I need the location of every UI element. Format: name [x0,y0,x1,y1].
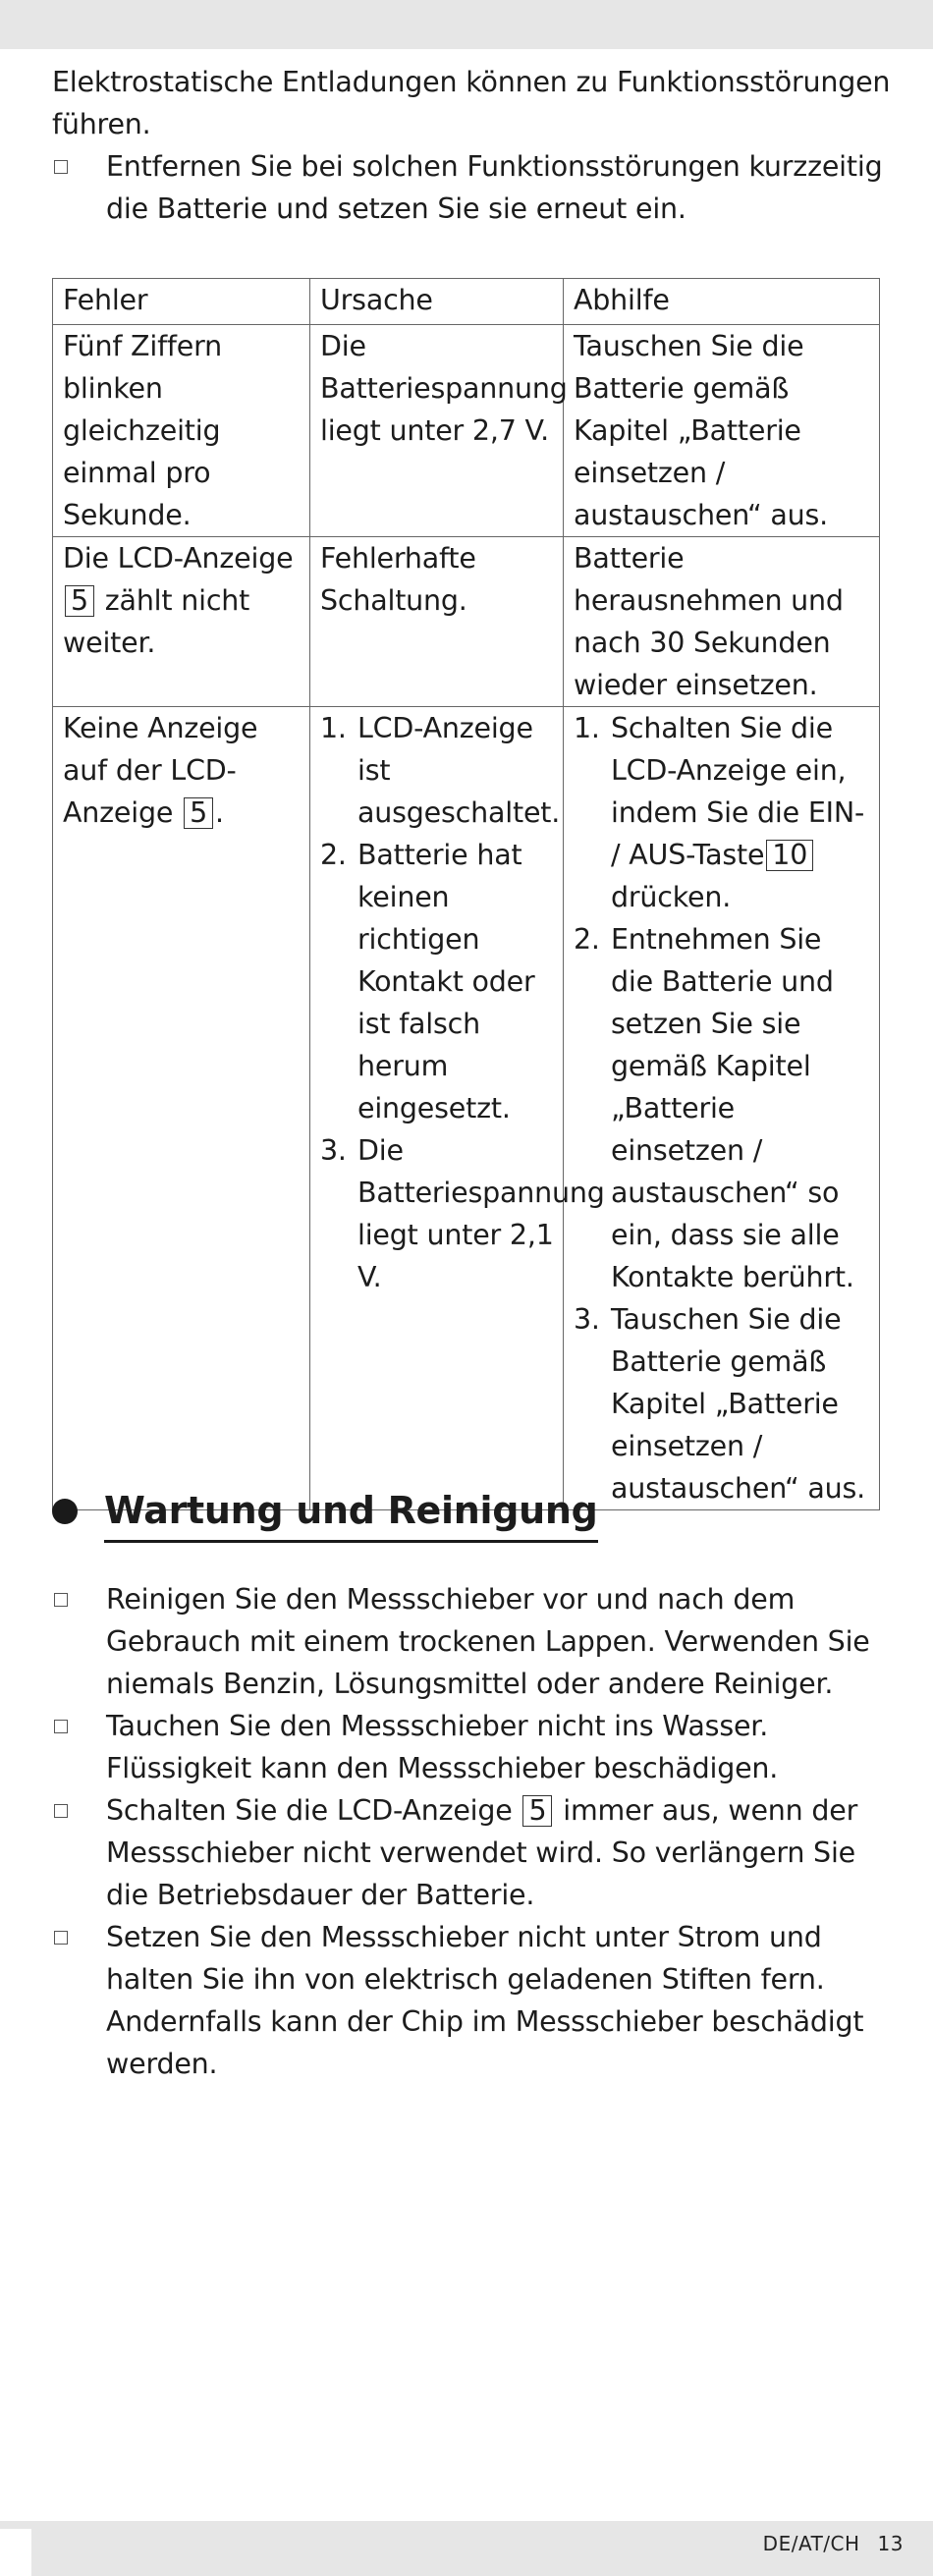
cell-fehler [53,707,310,1510]
footer-region-label: DE/AT/CH [762,2532,860,2555]
list-number: 1. [320,712,347,744]
section-title: Wartung und Reinigung [104,1481,598,1543]
list-number: 3. [574,1303,600,1336]
list-item [320,1129,605,1298]
intro-bullet [52,145,897,230]
list-number: 1. [574,712,600,744]
top-band [0,0,933,49]
maintenance-list [52,1578,877,2085]
table-row [53,537,880,707]
list-item [320,707,561,834]
list-item [574,918,871,1298]
list-item [52,1705,877,1789]
list-text: LCD-Anzeige ist ausgeschaltet. [357,712,561,829]
cell-abhilfe [564,707,880,1510]
list-item [574,707,871,918]
page-number: 13 [877,2532,904,2555]
list-text: Die Batteriespannung liegt unter 2,1 V. [357,1134,605,1293]
bullet-dot-icon [52,1499,78,1524]
list-item [52,1789,877,1916]
cell-fehler [53,537,310,707]
list-text: Batterie hat keinen richtigen Kontakt oder ist falsch herum eingesetzt. [357,839,535,1124]
list-item [574,1298,871,1509]
table-header-row [53,279,880,325]
reference-number-badge: 5 [522,1795,552,1827]
cell-ursache: Fehlerhafte Schaltung. [310,537,564,707]
checkbox-bullet-icon [54,1720,68,1733]
list-text: immer aus, wenn der Messschieber nicht verwendet wird. So verlängern Sie die Betriebsdauer der Batterie. [106,1794,858,1911]
list-text: drücken. [611,881,732,913]
header-fehler: Fehler [53,279,310,325]
list-number: 2. [574,923,600,956]
list-item [52,1578,877,1705]
list-text: Entnehmen Sie die Batterie und setzen Sie sie gemäß Kapitel „Batterie einsetzen / austauschen“ so ein, dass sie alle Kontakte berührt. [611,923,854,1293]
cell-text: zählt nicht weiter. [63,584,250,659]
list-text: Schalten Sie die LCD-Anzeige [106,1794,513,1827]
cell-text: . [215,796,224,829]
cell-text: Die LCD-Anzeige [63,542,294,575]
list-text: Setzen Sie den Messschieber nicht unter Strom und halten Sie ihn von elektrisch geladenen Stiften fern. Andernfalls kann der Chip im Messschieber beschädigt werden. [106,1921,864,2080]
cell-ursache [310,707,605,1510]
list-text: Tauschen Sie die Batterie gemäß Kapitel „Batterie einsetzen / austauschen“ aus. [611,1303,866,1505]
checkbox-bullet-icon [54,1593,68,1607]
troubleshooting-table [52,278,880,1510]
checkbox-bullet-icon [54,160,68,174]
cell-abhilfe: Tauschen Sie die Batterie gemäß Kapitel „Batterie einsetzen / austauschen“ aus. [564,325,880,537]
table-row [53,707,880,1510]
footer [763,2532,904,2555]
remedy-list [574,707,871,1509]
list-number: 3. [320,1134,347,1167]
cause-list [320,707,605,1298]
list-text: Tauchen Sie den Messschieber nicht ins Wasser. Flüssigkeit kann den Messschieber beschädigen. [106,1710,779,1784]
reference-number-badge: 10 [766,840,813,871]
list-item [320,834,555,1129]
cell-ursache: Die Batteriespannung liegt unter 2,7 V. [310,325,564,537]
header-abhilfe: Abhilfe [564,279,880,325]
list-number: 2. [320,839,347,871]
footer-corner [0,2529,31,2576]
list-item [52,1916,877,2085]
intro-bullet-text: Entfernen Sie bei solchen Funktionsstörungen kurzzeitig die Batterie und setzen Sie sie erneut ein. [106,150,883,225]
table-row [53,325,880,537]
cell-fehler: Fünf Ziffern blinken gleichzeitig einmal pro Sekunde. [53,325,310,537]
list-text: Reinigen Sie den Messschieber vor und nach dem Gebrauch mit einem trockenen Lappen. Verwenden Sie niemals Benzin, Lösungsmittel oder andere Reiniger. [106,1583,870,1700]
intro [52,61,897,230]
cell-text: Keine Anzeige auf der LCD-Anzeige [63,712,258,829]
reference-number-badge: 5 [184,797,213,829]
intro-text: Elektrostatische Entladungen können zu Funktionsstörungen führen. [52,66,891,140]
checkbox-bullet-icon [54,1804,68,1818]
reference-number-badge: 5 [65,585,94,617]
list-text: Schalten Sie die LCD-Anzeige ein, indem Sie die EIN- / AUS-Taste [611,712,865,871]
checkbox-bullet-icon [54,1931,68,1945]
cell-abhilfe: Batterie herausnehmen und nach 30 Sekunden wieder einsetzen. [564,537,880,707]
header-ursache: Ursache [310,279,564,325]
